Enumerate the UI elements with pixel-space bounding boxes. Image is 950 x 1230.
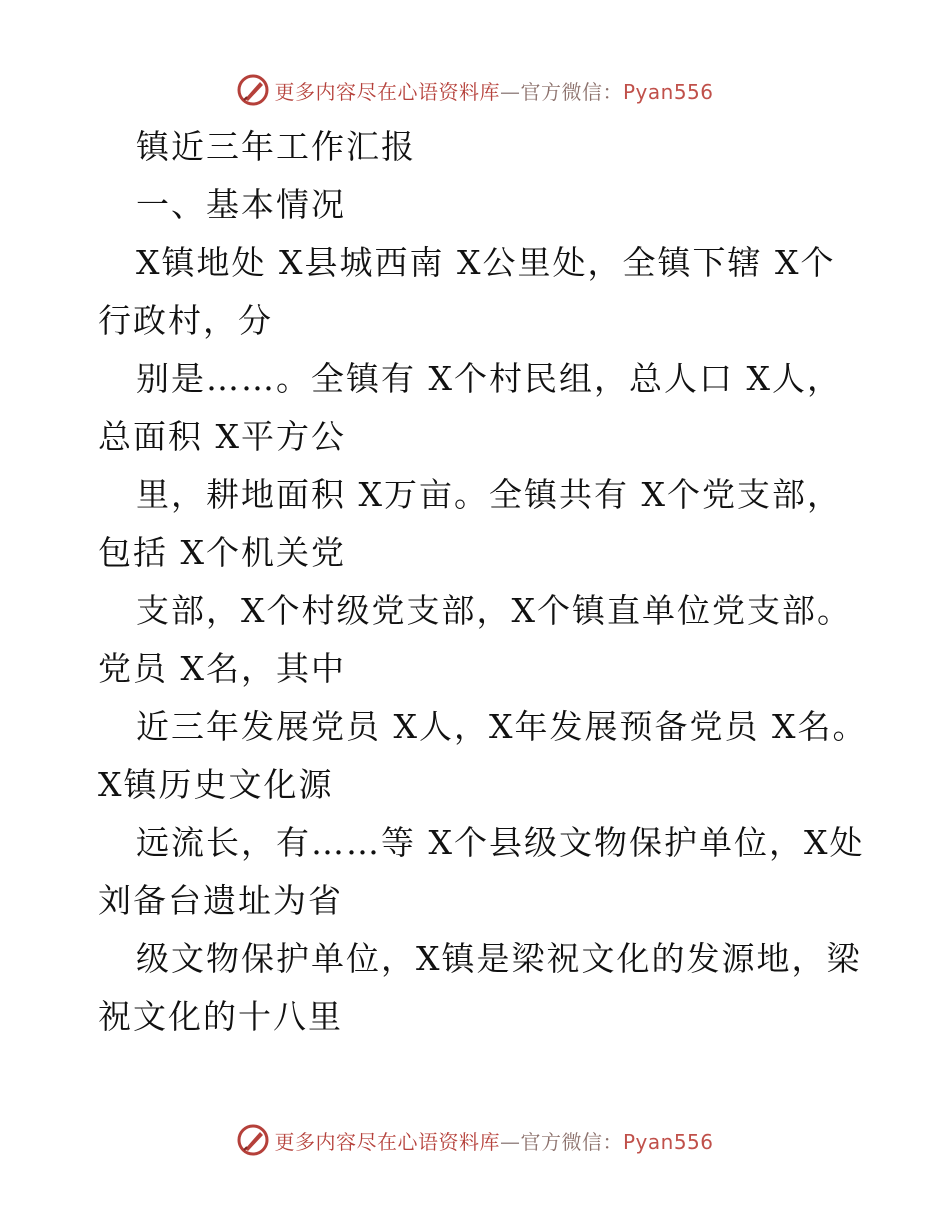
body-line: 包括 X个机关党 [98,533,346,572]
body-line: 总面积 X平方公 [98,417,346,456]
watermark-wechat-label: 官方微信： [520,1129,623,1154]
body-line: 支部，X个村级党支部，X个镇直单位党支部。 [136,591,852,630]
body-line: 远流长，有……等 X个县级文物保护单位，X处 [136,823,865,862]
body-line: 党员 X名，其中 [98,649,346,688]
watermark-handle: Pyan556 [622,1129,714,1154]
watermark-dash: — [499,1129,521,1154]
body-line: 祝文化的十八里 [98,997,343,1036]
header-watermark [0,70,950,110]
watermark-wechat-label: 官方微信： [520,79,623,104]
body-line: 里，耕地面积 X万亩。全镇共有 X个党支部， [136,475,842,514]
watermark-site: 更多内容尽在心语资料库 [274,1129,500,1154]
document-body [98,118,868,1046]
watermark-site: 更多内容尽在心语资料库 [274,79,500,104]
document-title: 镇近三年工作汇报 [136,127,416,166]
body-line: 近三年发展党员 X人，X年发展预备党员 X名。 [136,707,868,746]
body-line: X镇地处 X县城西南 X公里处，全镇下辖 X个 [136,243,836,282]
quill-logo-icon [236,73,270,107]
body-line: 级文物保护单位，X镇是梁祝文化的发源地，梁 [136,939,862,978]
section-heading: 一、基本情况 [136,185,346,224]
body-line: 行政村，分 [98,301,273,340]
body-line: 别是……。全镇有 X个村民组，总人口 X人， [136,359,842,398]
body-line: X镇历史文化源 [98,765,334,804]
watermark-handle: Pyan556 [622,79,714,104]
watermark-dash: — [499,79,521,104]
body-line: 刘备台遗址为省 [98,881,343,920]
footer-watermark [0,1120,950,1160]
quill-logo-icon [236,1123,270,1157]
